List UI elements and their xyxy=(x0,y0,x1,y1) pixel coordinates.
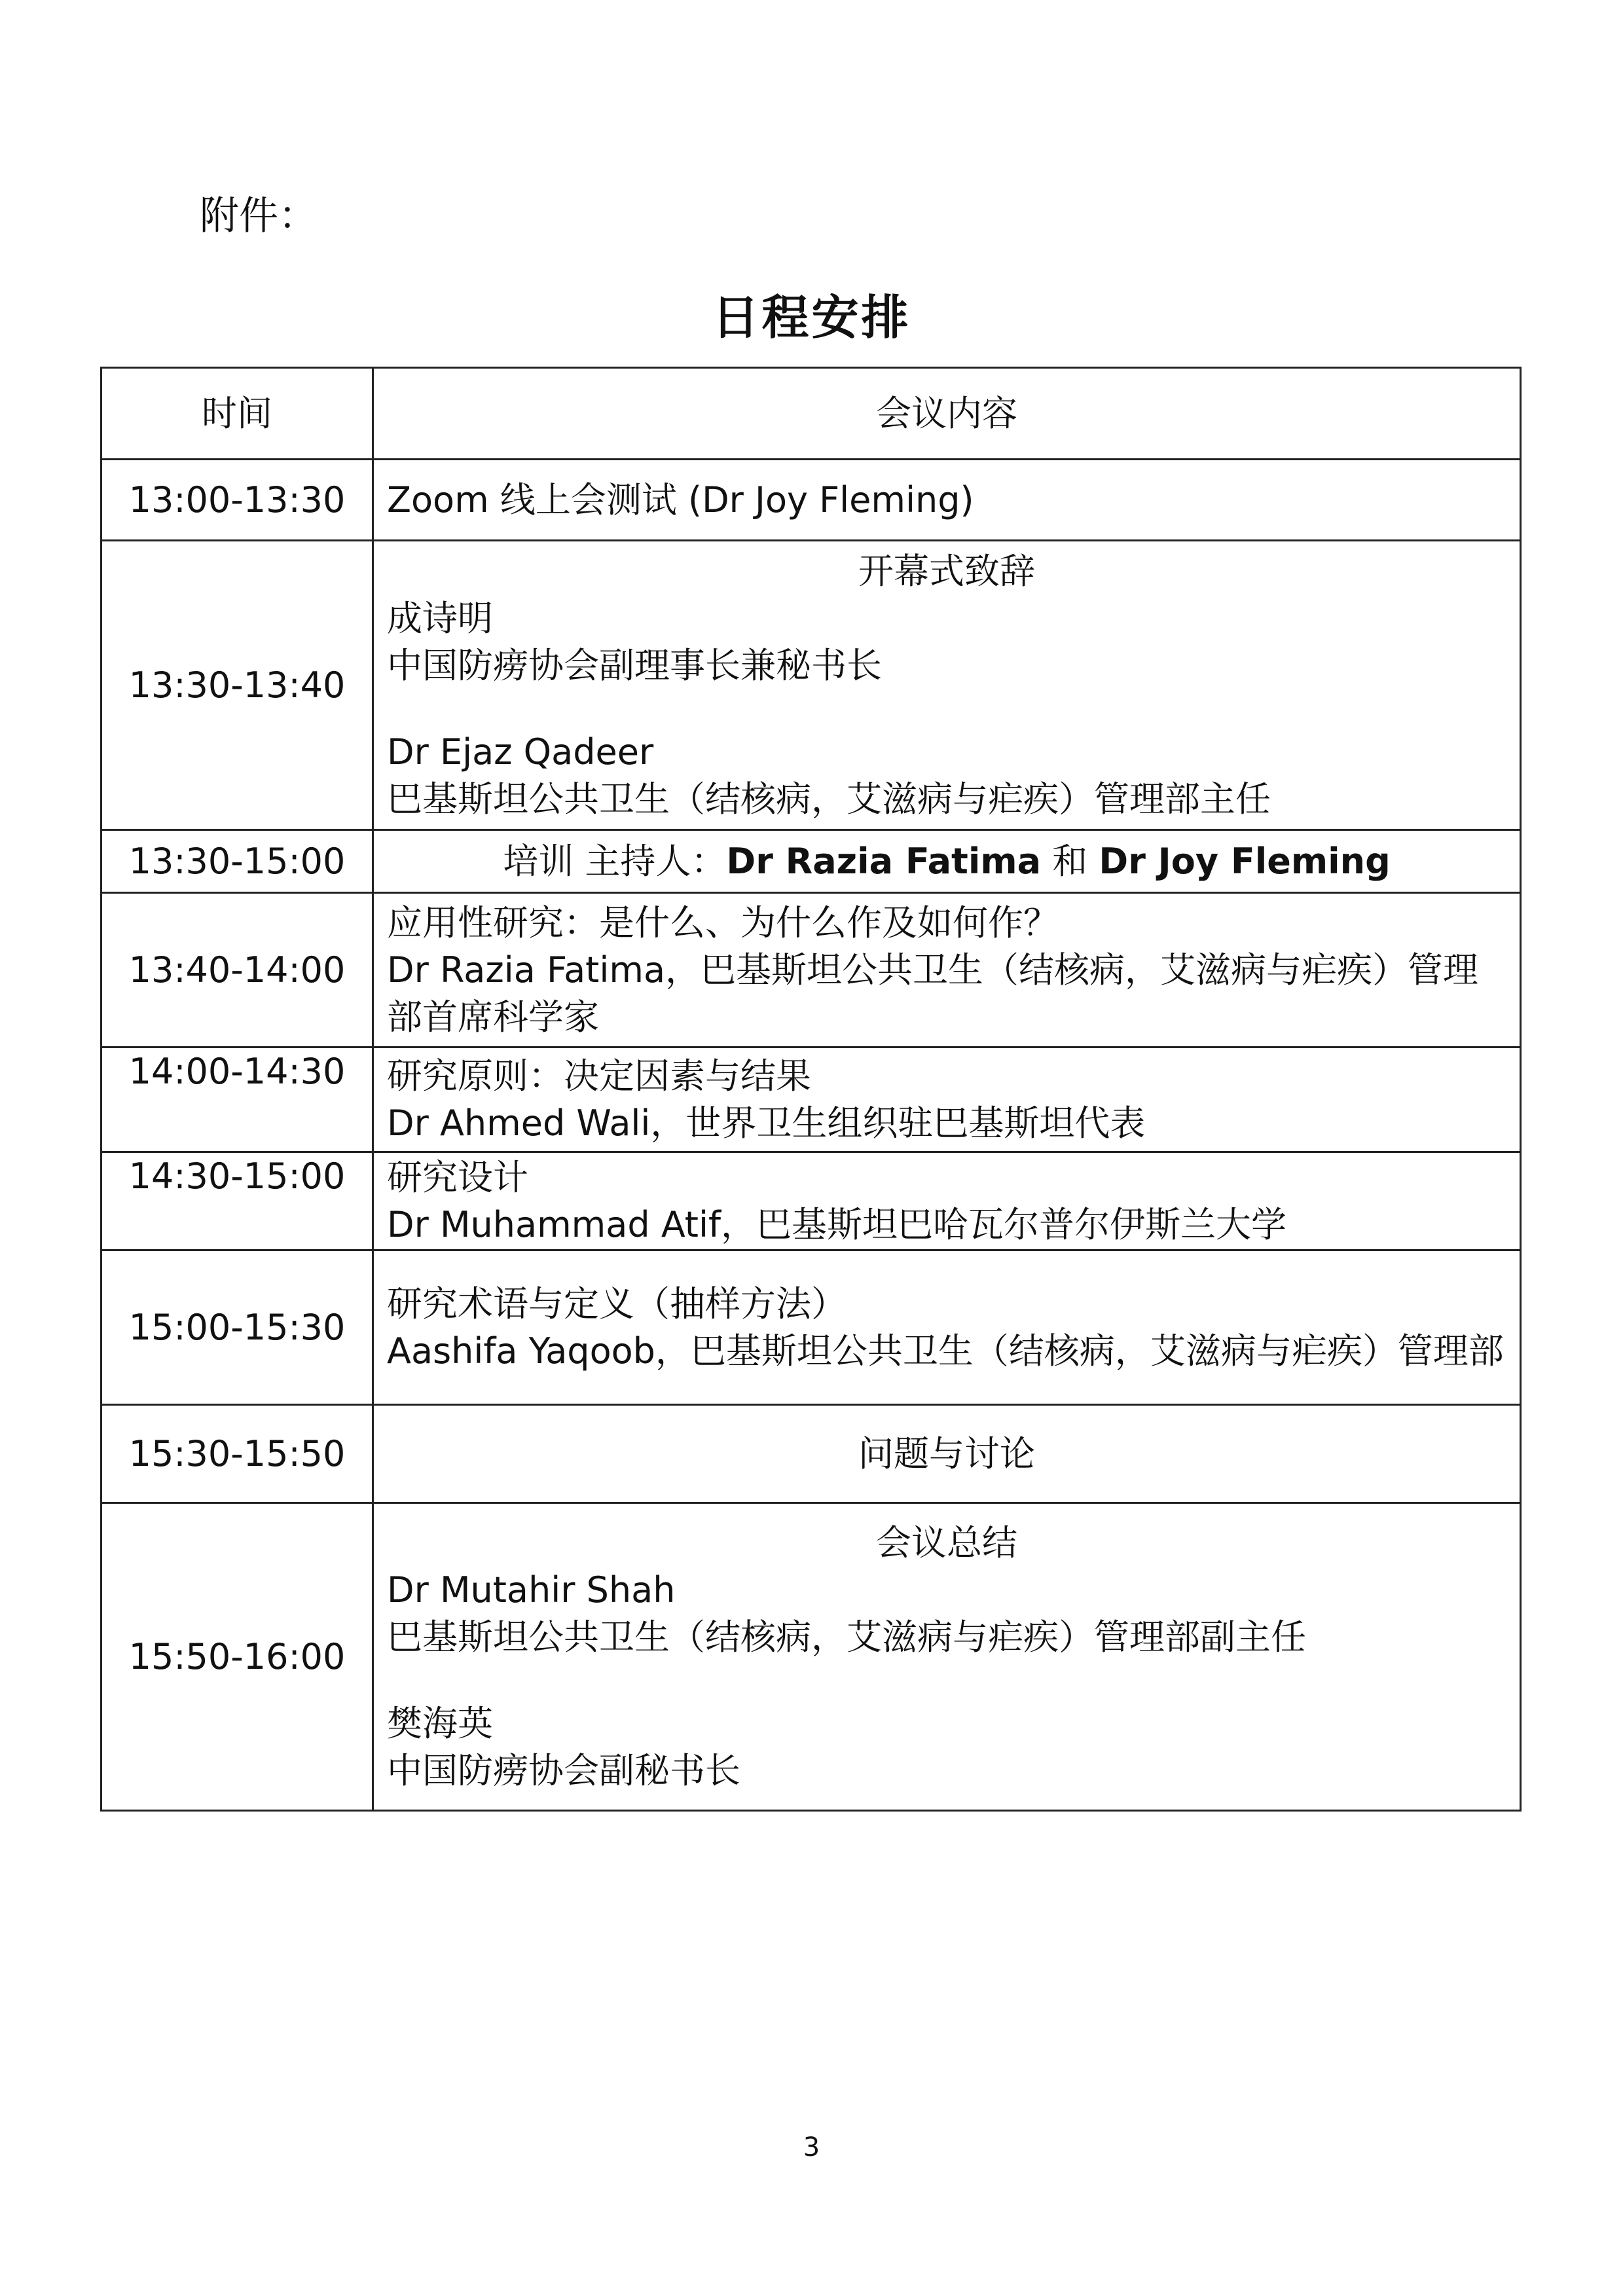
speaker-line: Dr Muhammad Atif，巴基斯坦巴哈瓦尔普尔伊斯兰大学 xyxy=(387,1203,1286,1245)
speaker-line: Aashifa Yaqoob，巴基斯坦公共卫生（结核病，艾滋病与疟疾）管理部 xyxy=(387,1330,1504,1372)
row-time: 15:50-16:00 xyxy=(101,1503,373,1811)
speaker-line: Dr Razia Fatima，巴基斯坦公共卫生（结核病，艾滋病与疟疾）管理部首席科学家 xyxy=(387,949,1479,1038)
topic-line: 研究术语与定义（抽样方法） xyxy=(387,1283,847,1324)
schedule-table xyxy=(100,367,1522,1812)
topic-line: 研究原则：决定因素与结果 xyxy=(387,1055,811,1097)
row-content xyxy=(373,1250,1521,1405)
attachment-label: 附件： xyxy=(200,193,318,239)
host-name: Dr Razia Fatima xyxy=(726,840,1042,882)
row-content xyxy=(373,893,1521,1048)
table-row xyxy=(101,893,1521,1048)
table-row xyxy=(101,1152,1521,1250)
section-title: 问题与讨论 xyxy=(858,1432,1035,1474)
row-time: 15:30-15:50 xyxy=(101,1405,373,1503)
row-content xyxy=(373,1048,1521,1152)
table-row xyxy=(101,1250,1521,1405)
header-time: 时间 xyxy=(101,368,373,460)
table-row xyxy=(101,1503,1521,1811)
speaker-title: 巴基斯坦公共卫生（结核病，艾滋病与疟疾）管理部主任 xyxy=(387,778,1271,820)
section-title: 开幕式致辞 xyxy=(858,550,1035,592)
page-number: 3 xyxy=(803,2132,820,2162)
header-content: 会议内容 xyxy=(373,368,1521,460)
speaker-line: Dr Ahmed Wali，世界卫生组织驻巴基斯坦代表 xyxy=(387,1102,1146,1144)
row-time: 13:00-13:30 xyxy=(101,460,373,541)
row-content xyxy=(373,1503,1521,1811)
host-name: Dr Joy Fleming xyxy=(1099,840,1391,882)
row-content xyxy=(373,460,1521,541)
speaker-name: Dr Mutahir Shah xyxy=(387,1569,676,1611)
row-content xyxy=(373,1405,1521,1503)
row-content xyxy=(373,830,1521,893)
section-title: 会议总结 xyxy=(876,1522,1017,1563)
row-time: 15:00-15:30 xyxy=(101,1250,373,1405)
row-time: 13:30-15:00 xyxy=(101,830,373,893)
row-content xyxy=(373,1152,1521,1250)
speaker-title: 巴基斯坦公共卫生（结核病，艾滋病与疟疾）管理部副主任 xyxy=(387,1616,1306,1658)
row-time: 14:30-15:00 xyxy=(101,1152,373,1250)
table-row xyxy=(101,460,1521,541)
table-header-row xyxy=(101,368,1521,460)
row-time: 13:30-13:40 xyxy=(101,541,373,830)
conjunction: 和 xyxy=(1052,840,1088,882)
row-time: 14:00-14:30 xyxy=(101,1048,373,1152)
training-lead: 培训 主持人： xyxy=(503,840,727,882)
speaker-name: Dr Ejaz Qadeer xyxy=(387,731,654,773)
page-title: 日程安排 xyxy=(712,289,911,345)
topic-line: 应用性研究：是什么、为什么作及如何作？ xyxy=(387,902,1059,943)
row-content xyxy=(373,541,1521,830)
speaker-name: 成诗明 xyxy=(387,597,493,639)
speaker-title: 中国防痨协会副理事长兼秘书长 xyxy=(387,644,882,686)
content-line: Zoom 线上会测试 (Dr Joy Fleming) xyxy=(387,479,974,520)
row-time: 13:40-14:00 xyxy=(101,893,373,1048)
speaker-name: 樊海英 xyxy=(387,1702,493,1744)
table-row xyxy=(101,541,1521,830)
topic-line: 研究设计 xyxy=(387,1156,528,1198)
speaker-title: 中国防痨协会副秘书长 xyxy=(387,1749,740,1791)
table-row xyxy=(101,1405,1521,1503)
table-row xyxy=(101,830,1521,893)
table-row xyxy=(101,1048,1521,1152)
